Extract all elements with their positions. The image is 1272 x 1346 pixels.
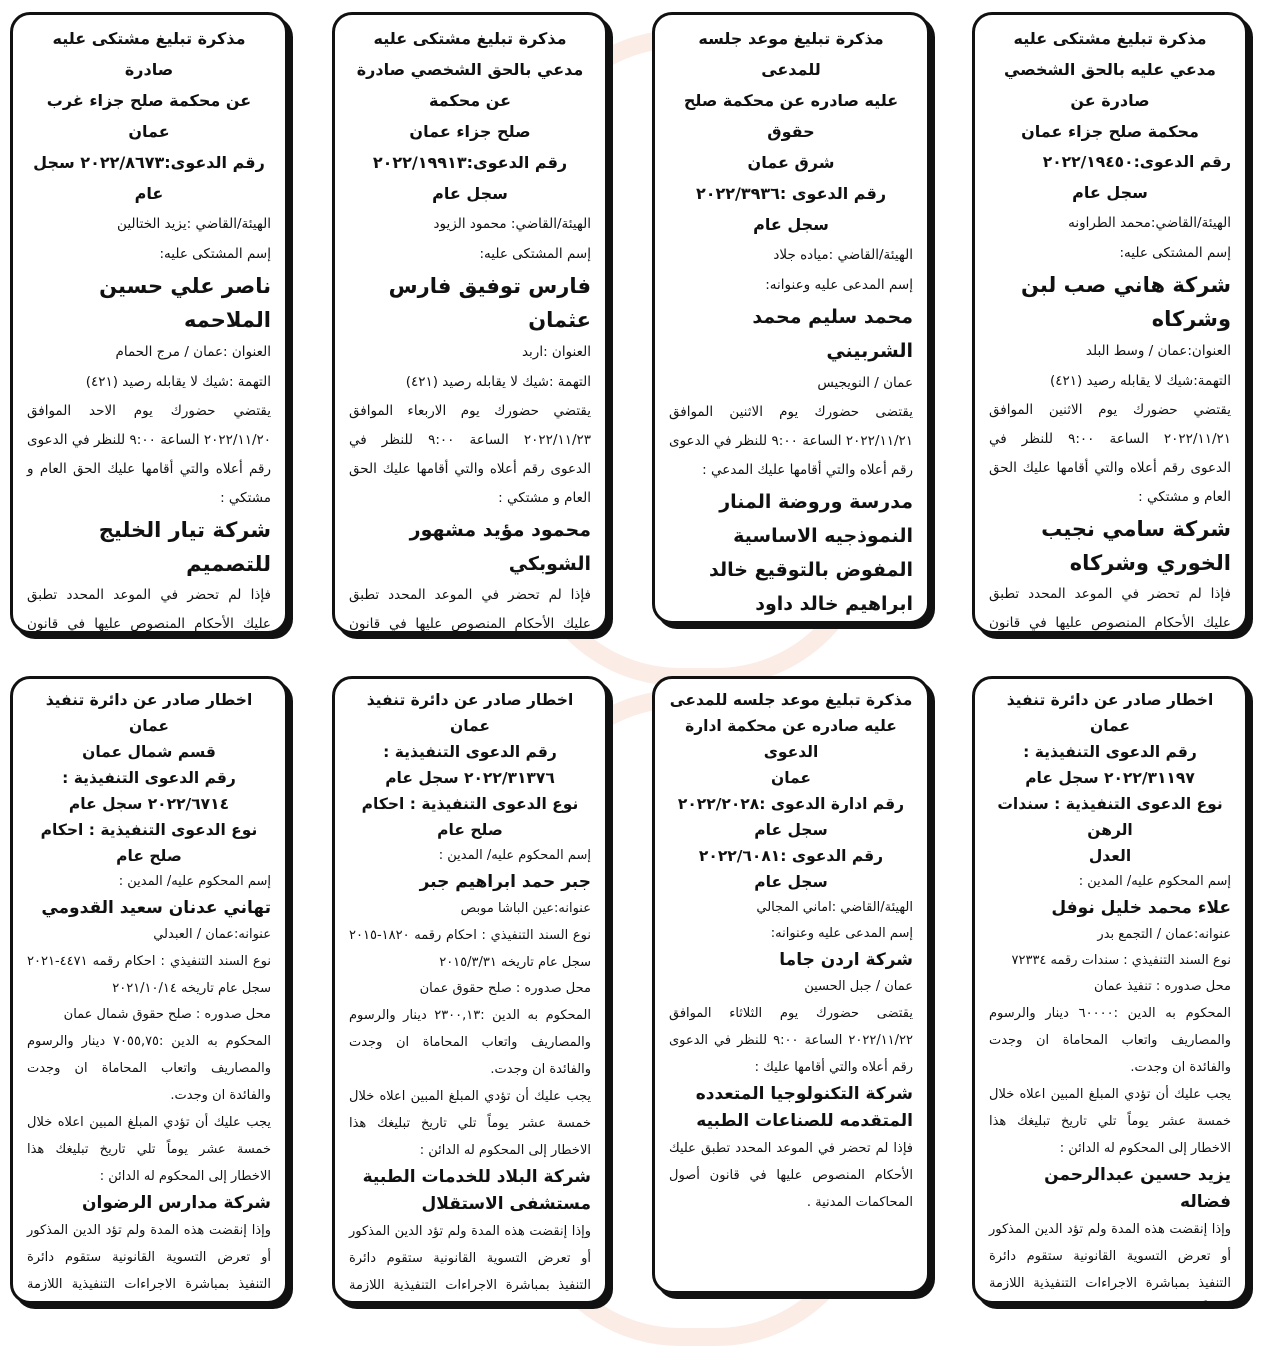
debtor-label: إسم المحكوم عليه/ المدين :: [438, 848, 591, 863]
case-number: رقم الدعوى :٢٠٢٢/٣٩٣٦: [695, 184, 887, 203]
registry: سجل عام: [753, 215, 829, 234]
creditor-name: شركة البلاد للخدمات الطبية مستشفى الاستقلال: [362, 1167, 591, 1214]
instrument-type: نوع السند التنفيذي : احكام رقمه ٤٤٧١-٢٠٢١ سجل عام تاريخه ٢٠٢١/١٠/١٤: [27, 954, 271, 996]
notice-title: نوع الدعوى التنفيذية : سندات الرهن: [997, 795, 1223, 839]
notice-title: صلح جزاء عمان: [409, 122, 531, 141]
warning-text: فإذا لم تحضر في الموعد المحدد تطبق عليك الأحكام المنصوص عليها في قانون: [989, 586, 1231, 631]
notice-card: [10, 12, 288, 634]
notice-card: [972, 12, 1248, 634]
address: العنوان :اربد: [521, 344, 591, 360]
judgment-amount: المحكوم به الدين :٢٣٠٠,١٣ دينار والرسوم والمصاريف واتعاب المحاماة ان وجدت والفائدة ان وجدت.: [349, 1008, 591, 1077]
notice-title: نوع الدعوى التنفيذية : احكام صلح عام: [40, 821, 258, 865]
notice-card: [652, 676, 930, 1294]
summons-text: يقتضي حضورك يوم الاحد الموافق ٢٠٢٢/١١/٢٠ الساعة ٩:٠٠ للنظر في الدعوى رقم أعلاه والتي أقامها عليك الحق العام و مشتكي :: [27, 403, 271, 506]
summons-text: يقتضي حضورك يوم الاربعاء الموافق ٢٠٢٢/١١/٢٣ الساعة ٩:٠٠ للنظر في الدعوى رقم أعلاه والتي أقامها عليك الحق العام و مشتكي :: [349, 403, 591, 506]
notice-card: [972, 676, 1248, 1304]
notice-title: نوع الدعوى التنفيذية : احكام صلح عام: [361, 795, 579, 839]
summons-text: يقتضى حضورك يوم الثلاثاء الموافق ٢٠٢٢/١١/٢٢ الساعة ٩:٠٠ للنظر في الدعوى رقم أعلاه والتي أقامها عليك :: [669, 1006, 914, 1075]
case-number: رقم الدعوى:٢٠٢٢/١٩٤٥٠: [1042, 153, 1231, 171]
judge: الهيئة/القاضي :يزيد الختالين: [117, 216, 271, 232]
notice-title: العدل: [1088, 847, 1132, 865]
defendant-name: شركة هاني صب لبن وشركاه: [1020, 273, 1231, 331]
charge: التهمة:شيك لا يقابله رصيد (٤٢١): [1050, 373, 1231, 389]
case-management-number: رقم ادارة الدعوى :٢٠٢٢/٢٠٢٨: [677, 795, 905, 813]
charge: التهمة :شيك لا يقابله رصيد (٤٢١): [405, 374, 591, 390]
summons-text: يقتضي حضورك يوم الاثنين الموافق ٢٠٢٢/١١/٢١ الساعة ٩:٠٠ للنظر في الدعوى رقم أعلاه والتي أقامها عليك الحق العام و مشتكي :: [989, 402, 1231, 505]
notice-title: اخطار صادر عن دائرة تنفيذ عمان: [366, 691, 574, 735]
judge: الهيئة/القاضي :اماني المجالي: [756, 900, 913, 915]
judge: الهيئة/القاضي:محمد الطراونه: [1068, 215, 1231, 231]
defendant-name: فارس توفيق فارس عثمان: [388, 274, 591, 332]
notice-title: رقم الدعوى التنفيذية :: [62, 769, 236, 787]
registry: سجل عام: [1072, 183, 1148, 202]
debtor-name: جبر حمد ابراهيم جبر: [419, 872, 591, 892]
issued-by: محل صدوره : صلح حقوق شمال عمان: [63, 1007, 271, 1022]
payment-notice: يجب عليك أن تؤدي المبلغ المبين اعلاه خلال خمسة عشر يوماً تلي تاريخ تبليغك هذا الاخطار إلى المحكوم له الدائن :: [349, 1089, 591, 1158]
case-number: رقم الدعوى:٢٠٢٢/١٩٩١٣: [372, 153, 568, 172]
notice-title: عن محكمة صلح جزاء غرب عمان: [46, 91, 252, 141]
defendant-name: ناصر علي حسين الملاحمه: [99, 274, 271, 332]
registry: سجل عام: [432, 184, 508, 203]
address: العنوان:عمان / وسط البلد: [1085, 343, 1231, 359]
charge: التهمة :شيك لا يقابله رصيد (٤٢١): [85, 374, 271, 390]
judge: الهيئة/القاضي :مياده جلاد: [773, 247, 913, 263]
instrument-type: نوع السند التنفيذي : احكام رقمه ١٨٢٠-٢٠١٥ سجل عام تاريخه ٢٠١٥/٣/٣١: [349, 928, 591, 970]
defendant-name: شركة اردن جاما: [779, 950, 913, 970]
plaintiff-name: شركة تيار الخليج للتصميم: [98, 518, 271, 576]
payment-notice: يجب عليك أن تؤدي المبلغ المبين اعلاه خلال خمسة عشر يوماً تلي تاريخ تبليغك هذا الاخطار إلى المحكوم له الدائن :: [989, 1087, 1231, 1156]
judge: الهيئة/القاضي: محمود الزيود: [433, 216, 591, 232]
debtor-name: تهاني عدنان سعيد القدومي: [41, 898, 271, 918]
notice-title: مذكرة تبليغ موعد جلسه للمدعى: [698, 29, 884, 79]
notice-title: شرق عمان: [747, 153, 835, 172]
defendant-label: إسم المدعى عليه وعنوانه:: [765, 277, 913, 293]
address: عمان / جبل الحسين: [804, 979, 913, 994]
notice-title: ٢٠٢٢/٦٧١٤ سجل عام: [68, 795, 230, 813]
plaintiff-name: محمود مؤيد مشهور الشوبكي: [409, 519, 591, 575]
notice-title: محكمة صلح جزاء عمان: [1021, 122, 1199, 141]
notice-title: عليه صادره عن محكمة ادارة الدعوى: [685, 717, 897, 761]
payment-notice: يجب عليك أن تؤدي المبلغ المبين اعلاه خلال خمسة عشر يوماً تلي تاريخ تبليغك هذا الاخطار إلى المحكوم له الدائن :: [27, 1115, 271, 1184]
address: العنوان :عمان / مرج الحمام: [115, 344, 271, 360]
notice-title: مذكرة تبليغ مشتكى عليه: [1013, 29, 1207, 48]
notice-title: عمان: [770, 769, 812, 787]
address: عنوانه:عمان / التجمع بدر: [1097, 927, 1231, 942]
warning-text: فإذا لم تحضر في الموعد المحدد تطبق عليك الأحكام المنصوص عليها في قانون أصول المحاكمات المدنية .: [669, 1141, 913, 1210]
warning-text: فإذا لم تحضر في الموعد المحدد تطبق عليك الأحكام المنصوص عليها في قانون: [349, 587, 591, 632]
plaintiff-name: مدرسة وروضة المنار النموذجيه الاساسية المفوض بالتوقيع خالد ابراهيم خالد داود: [709, 491, 913, 615]
warning-text: فإذا لم تحضر في الموعد المحدد تطبق عليك الأحكام المنصوص عليها في قانون: [27, 587, 271, 632]
notice-title: مذكرة تبليغ مشتكى عليه: [373, 29, 567, 48]
notice-title: رقم الدعوى التنفيذية :: [1023, 743, 1197, 761]
notice-title: رقم الدعوى التنفيذية :: [383, 743, 557, 761]
defendant-label: إسم المدعى عليه وعنوانه:: [770, 926, 913, 941]
notice-title: مذكرة تبليغ موعد جلسه للمدعى: [669, 691, 913, 709]
summons-text: يقتضى حضورك يوم الاثنين الموافق ٢٠٢٢/١١/٢١ الساعة ٩:٠٠ للنظر في الدعوى رقم أعلاه والتي أقامها عليك المدعي :: [669, 404, 913, 478]
address: عنوانه:عمان / العبدلي: [153, 927, 271, 942]
address: عنوانه:عين الباشا موبص: [460, 901, 591, 916]
defendant-label: إسم المشتكى عليه:: [1119, 245, 1231, 261]
notice-card: [10, 676, 288, 1304]
issued-by: محل صدوره : صلح حقوق عمان: [419, 981, 591, 996]
creditor-name: شركة مدارس الرضوان: [82, 1193, 271, 1213]
notice-title: مدعي عليه بالحق الشخصي صادرة عن: [1004, 60, 1216, 110]
enforcement-text: وإذا إنقضت هذه المدة ولم تؤد الدين المذكور أو تعرض التسوية القانونية ستقوم دائرة التنفيذ بمباشرة الاجراءات التنفيذية اللازمة: [27, 1223, 271, 1292]
notice-title: قسم شمال عمان: [82, 743, 216, 761]
notice-title: عليه صادره عن محكمة صلح حقوق: [683, 91, 899, 141]
notice-title: ٢٠٢٢/٣١٣٧٦ سجل عام: [385, 769, 555, 787]
plaintiff-name: شركة التكنولوجيا المتعدده المتقدمه للصناعات الطبيه: [695, 1084, 913, 1131]
registry: سجل عام: [754, 873, 828, 891]
instrument-type: نوع السند التنفيذي : سندات رقمه ٧٢٣٣٤: [1011, 953, 1231, 968]
notice-title: ٢٠٢٢/٣١١٩٧ سجل عام: [1025, 769, 1195, 787]
defendant-name: محمد سليم محمد الشربيني: [752, 306, 913, 362]
judgment-amount: المحكوم به الدين :٦٠٠٠٠ دينار والرسوم والمصاريف واتعاب المحاماة ان وجدت والفائدة ان وجدت.: [989, 1006, 1232, 1075]
case-number: رقم الدعوى :٢٠٢٢/٦٠٨١: [698, 847, 884, 865]
case-number: رقم الدعوى:٢٠٢٢/٨٦٧٣ سجل عام: [33, 153, 265, 203]
debtor-label: إسم المحكوم عليه/ المدين :: [118, 874, 271, 889]
warning-text: [669, 621, 913, 624]
address: عمان / النويجيس: [817, 375, 913, 391]
plaintiff-name: شركة سامي نجيب الخوري وشركاه: [1041, 517, 1231, 575]
notice-title: اخطار صادر عن دائرة تنفيذ عمان: [1006, 691, 1214, 735]
notice-title: مذكرة تبليغ مشتكى عليه صادرة: [52, 29, 246, 79]
issued-by: محل صدوره : تنفيذ عمان: [1094, 979, 1231, 994]
enforcement-text: وإذا إنقضت هذه المدة ولم تؤد الدين المذكور أو تعرض التسوية القانونية ستقوم دائرة التنفيذ بمباشرة الاجراءات التنفيذية اللازمة: [989, 1222, 1231, 1291]
creditor-name: يزيد حسين عبدالرحمن فضاله: [1044, 1165, 1231, 1212]
notice-card: [652, 12, 930, 624]
notice-card: [332, 12, 608, 634]
judgment-amount: المحكوم به الدين :٧٠٥٥,٧٥ دينار والرسوم والمصاريف واتعاب المحاماة ان وجدت والفائدة ان وجدت.: [27, 1034, 271, 1103]
defendant-label: إسم المشتكى عليه:: [479, 246, 591, 262]
debtor-label: إسم المحكوم عليه/ المدين :: [1078, 874, 1231, 889]
notice-card: [332, 676, 608, 1304]
notice-title: مدعي بالحق الشخصي صادرة عن محكمة: [356, 60, 584, 110]
registry: سجل عام: [754, 821, 828, 839]
defendant-label: إسم المشتكى عليه:: [159, 246, 271, 262]
enforcement-text: وإذا إنقضت هذه المدة ولم تؤد الدين المذكور أو تعرض التسوية القانونية ستقوم دائرة التنفيذ بمباشرة الاجراءات التنفيذية اللازمة: [349, 1224, 591, 1293]
debtor-name: علاء محمد خليل نوفل: [1051, 898, 1231, 918]
notice-title: اخطار صادر عن دائرة تنفيذ عمان: [45, 691, 253, 735]
